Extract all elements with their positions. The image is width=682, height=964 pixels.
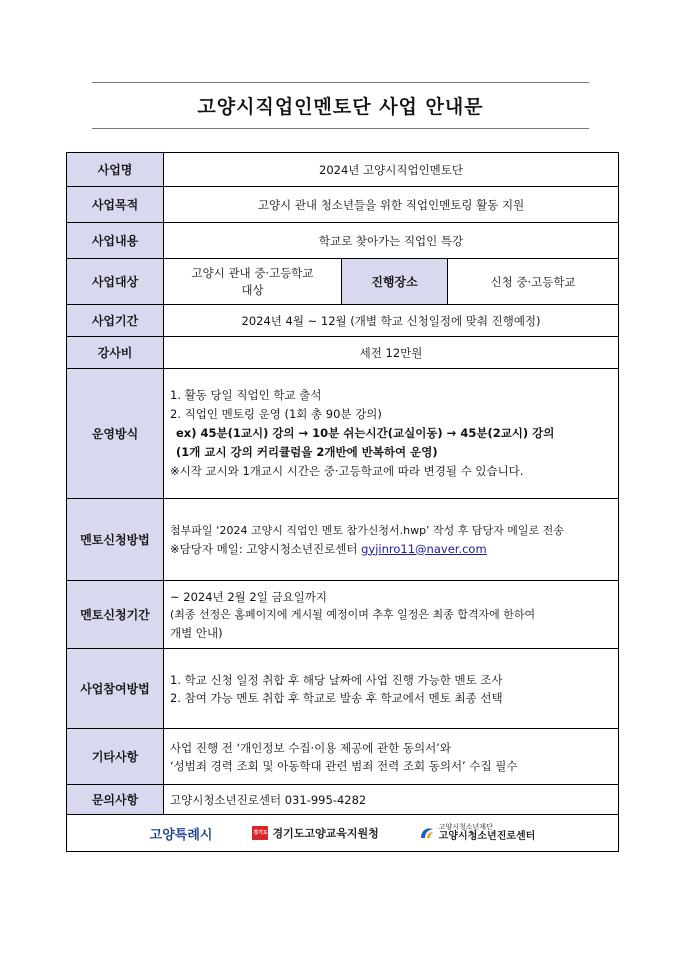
apply-line-1: 첨부파일 ‘2024 고양시 직업인 멘토 참가신청서.hwp’ 작성 후 담당자 메일로 전송 bbox=[170, 523, 564, 537]
value-fee: 세전 12만원 bbox=[164, 337, 619, 369]
goyang-logo bbox=[150, 824, 213, 843]
label-place: 진행장소 bbox=[342, 259, 448, 305]
logos-cell bbox=[67, 815, 619, 852]
method-line-5: ※시작 교시와 1개교시 시간은 중·고등학교에 따라 변경될 수 있습니다. bbox=[170, 464, 524, 478]
label-method: 운영방식 bbox=[67, 369, 164, 499]
youth-center-text bbox=[439, 823, 536, 843]
page-title: 고양시직업인멘토단 사업 안내문 bbox=[197, 96, 484, 118]
apply-line-2 bbox=[170, 540, 612, 558]
row-participation bbox=[67, 649, 619, 729]
value-apply bbox=[164, 499, 619, 581]
method-line-3: ex) 45분(1교시) 강의 → 10분 쉬는시간(교실이동) → 45분(2교시) 강의 bbox=[176, 426, 555, 440]
youth-center-name-text: 고양시청소년진로센터 bbox=[438, 831, 536, 842]
value-apply-period bbox=[164, 581, 619, 649]
participation-line-2: 2. 참여 가능 멘토 취합 후 학교로 발송 후 학교에서 멘토 최종 선택 bbox=[170, 690, 503, 705]
value-contact: 고양시청소년진로센터 031-995-4282 bbox=[164, 785, 619, 815]
other-line-1: 사업 진행 전 ‘개인정보 수집·이용 제공에 관한 동의서’와 bbox=[170, 740, 451, 755]
value-target-line2: 대상 bbox=[241, 282, 264, 297]
row-apply bbox=[67, 499, 619, 581]
label-purpose: 사업목적 bbox=[67, 187, 164, 223]
apply-line-2-prefix: ※담당자 메일: 고양시청소년진로센터 bbox=[170, 541, 362, 556]
other-line-2: ‘성범죄 경력 조회 및 아동학대 관련 범죄 전력 조회 동의서’ 수집 필수 bbox=[170, 758, 518, 773]
value-participation bbox=[164, 649, 619, 729]
method-line-2: 2. 직업인 멘토링 운영 (1회 총 90분 강의) bbox=[170, 407, 382, 421]
value-content: 학교로 찾아가는 직업인 특강 bbox=[164, 223, 619, 259]
method-line-1: 1. 활동 당일 직업인 학교 출석 bbox=[170, 388, 322, 402]
row-name bbox=[67, 153, 619, 187]
value-target bbox=[164, 259, 342, 305]
youth-center-small-text: 고양시청소년재단 bbox=[438, 823, 493, 831]
logo-strip bbox=[73, 823, 612, 843]
info-table bbox=[66, 152, 619, 852]
label-content: 사업내용 bbox=[67, 223, 164, 259]
gyeonggi-education-logo bbox=[252, 825, 378, 841]
label-contact: 문의사항 bbox=[67, 785, 164, 815]
row-logos bbox=[67, 815, 619, 852]
row-contact bbox=[67, 785, 619, 815]
top-rule bbox=[92, 82, 589, 83]
label-period: 사업기간 bbox=[67, 305, 164, 337]
label-apply: 멘토신청방법 bbox=[67, 499, 164, 581]
label-other: 기타사항 bbox=[67, 729, 164, 785]
apply-period-line-2: (최종 선정은 홈페이지에 게시될 예정이며 추후 일정은 최종 합격자에 한하여 bbox=[170, 607, 536, 621]
value-place: 신청 중·고등학교 bbox=[448, 259, 619, 305]
bottom-rule bbox=[92, 128, 589, 129]
value-other bbox=[164, 729, 619, 785]
row-fee bbox=[67, 337, 619, 369]
youth-center-mark-icon bbox=[419, 826, 435, 840]
value-purpose: 고양시 관내 청소년들을 위한 직업인멘토링 활동 지원 bbox=[164, 187, 619, 223]
value-name: 2024년 고양시직업인멘토단 bbox=[164, 153, 619, 187]
label-target: 사업대상 bbox=[67, 259, 164, 305]
gyeonggi-badge-icon bbox=[252, 826, 268, 840]
row-method bbox=[67, 369, 619, 499]
label-name: 사업명 bbox=[67, 153, 164, 187]
value-target-line1: 고양시 관내 중·고등학교 bbox=[191, 265, 314, 280]
label-fee: 강사비 bbox=[67, 337, 164, 369]
apply-period-line-3: 개별 안내) bbox=[170, 625, 223, 640]
apply-period-line-1: ~ 2024년 2월 2일 금요일까지 bbox=[170, 589, 328, 604]
value-period: 2024년 4월 ~ 12월 (개별 학교 신청일정에 맞춰 진행예정) bbox=[164, 305, 619, 337]
gyeonggi-logo-text: 경기도고양교육지원청 bbox=[272, 827, 379, 840]
row-other bbox=[67, 729, 619, 785]
goyang-logo-text: 고양특례시 bbox=[149, 827, 213, 843]
contact-email-link[interactable]: gyjinro11@naver.com bbox=[361, 541, 487, 556]
value-method bbox=[164, 369, 619, 499]
label-participation: 사업참여방법 bbox=[67, 649, 164, 729]
row-target bbox=[67, 259, 619, 305]
row-content bbox=[67, 223, 619, 259]
row-purpose bbox=[67, 187, 619, 223]
row-period bbox=[67, 305, 619, 337]
row-apply-period bbox=[67, 581, 619, 649]
gyeonggi-badge-text: 경기도 bbox=[253, 830, 268, 836]
participation-line-1: 1. 학교 신청 일정 취합 후 해당 날짜에 사업 진행 가능한 멘토 조사 bbox=[170, 672, 503, 687]
youth-center-logo bbox=[419, 823, 536, 843]
method-line-4: (1개 교시 강의 커리큘럼을 2개반에 반복하여 운영) bbox=[176, 445, 438, 459]
label-apply-period: 멘토신청기간 bbox=[67, 581, 164, 649]
